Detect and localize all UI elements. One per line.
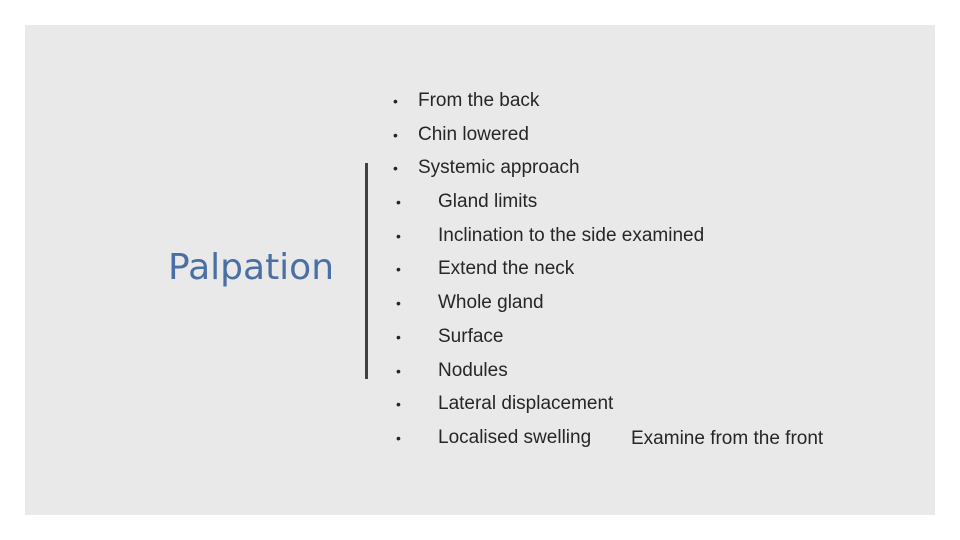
- bullet-dot-icon: •: [396, 194, 401, 211]
- slide-title: Palpation: [168, 247, 335, 288]
- side-note: Examine from the front: [631, 428, 824, 449]
- bullet-dot-icon: •: [396, 261, 401, 278]
- bullet-text: Gland limits: [438, 191, 538, 213]
- bullet-dot-icon: •: [396, 396, 401, 413]
- bullet-text: Surface: [438, 325, 504, 347]
- bullet-dot-icon: •: [396, 295, 401, 312]
- bullet-text: Lateral displacement: [438, 393, 614, 415]
- bullet-text: Inclination to the side examined: [438, 224, 705, 246]
- bullet-dot-icon: •: [396, 328, 401, 345]
- bullet-dot-icon: •: [396, 429, 401, 446]
- slide: [25, 25, 935, 515]
- bullet-dot-icon: •: [396, 227, 401, 244]
- bullet-text: Nodules: [438, 359, 508, 381]
- bullet-text: From the back: [418, 90, 540, 111]
- bullet-text: Localised swelling: [438, 426, 592, 448]
- bullet-dot-icon: •: [393, 126, 398, 143]
- bullet-text: Extend the neck: [438, 258, 575, 280]
- vertical-divider: [365, 163, 368, 379]
- bullet-dot-icon: •: [396, 362, 401, 379]
- bullet-dot-icon: •: [393, 93, 398, 109]
- bullet-text: Whole gland: [438, 292, 544, 314]
- bullet-dot-icon: •: [393, 160, 398, 177]
- bullet-text: Chin lowered: [418, 123, 529, 145]
- bullet-text: Systemic approach: [418, 157, 580, 179]
